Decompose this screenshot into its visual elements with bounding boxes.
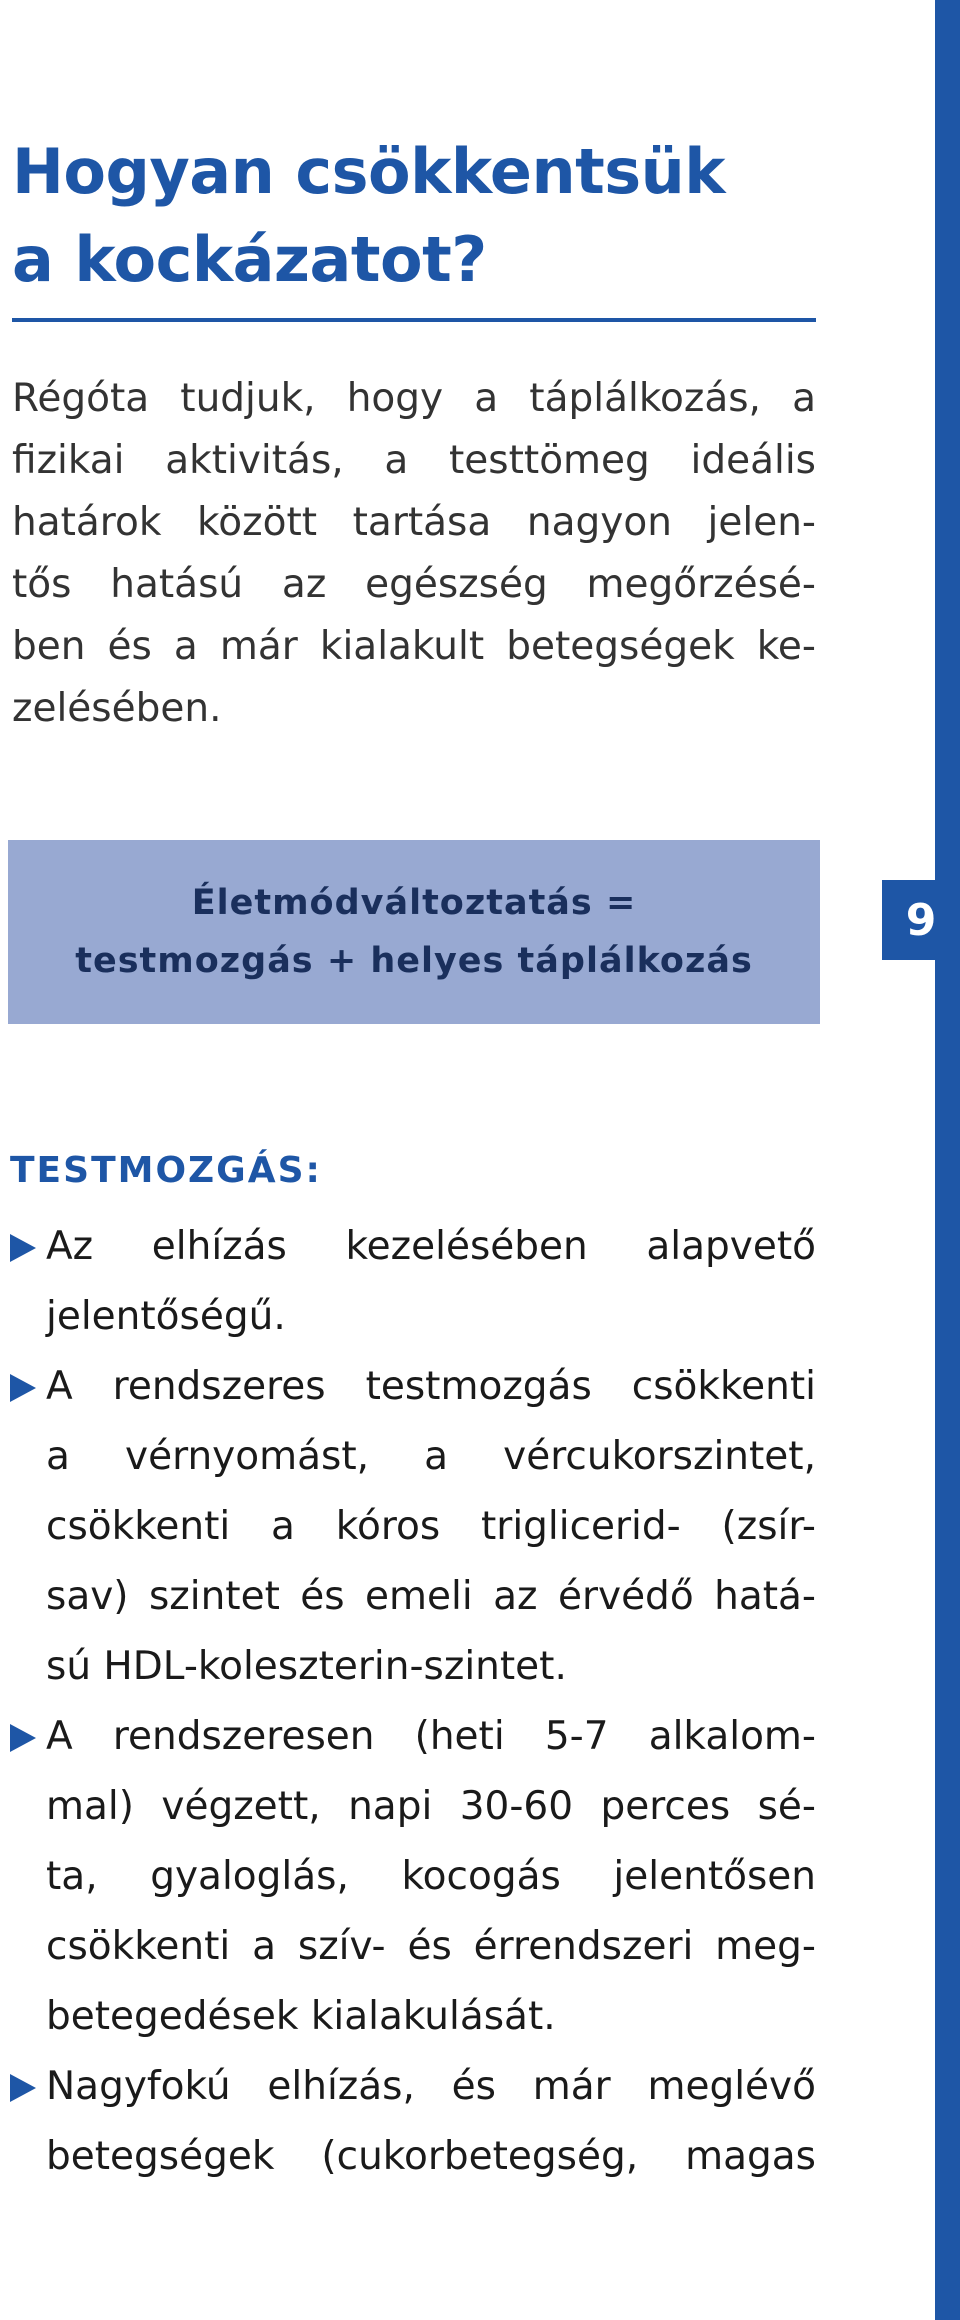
page-number-tab xyxy=(882,880,960,960)
intro-line: határok között tartása nagyon jelen- xyxy=(12,500,816,545)
callout-line: Életmódváltoztatás = xyxy=(191,883,637,923)
list-item xyxy=(10,1212,816,1352)
intro-line: Régóta tudjuk, hogy a táplálkozás, a xyxy=(12,376,816,421)
intro-line: fizikai aktivitás, a testtömeg ideális xyxy=(12,438,816,483)
list-item-line: A rendszeresen (heti 5-7 alkalom- xyxy=(46,1714,816,1759)
intro-line: tős hatású az egészség megőrzésé- xyxy=(12,562,816,607)
list-item-line: A rendszeres testmozgás csökkenti xyxy=(46,1364,816,1409)
title-divider xyxy=(12,318,816,322)
arrow-bullet-icon xyxy=(10,1724,36,1752)
list-item-line: sav) szintet és emeli az érvédő hatá- xyxy=(46,1574,816,1619)
arrow-bullet-icon xyxy=(10,2074,36,2102)
intro-line: zelésében. xyxy=(12,686,222,731)
list-item-line: csökkenti a szív- és érrendszeri meg- xyxy=(46,1924,816,1969)
sidebar-strip xyxy=(935,0,960,2320)
list-item xyxy=(10,2052,816,2192)
list-item-line: csökkenti a kóros triglicerid- (zsír- xyxy=(46,1504,816,1549)
section-heading: TESTMOZGÁS: xyxy=(10,1150,322,1191)
page-title-line: Hogyan csökkentsük xyxy=(12,135,725,208)
callout-box xyxy=(8,840,820,1024)
list-item-line: sú HDL-koleszterin-szintet. xyxy=(46,1644,567,1689)
list-item-line: jelentőségű. xyxy=(46,1294,286,1339)
arrow-bullet-icon xyxy=(10,1234,36,1262)
list-item-line: Az elhízás kezelésében alapvető xyxy=(46,1224,816,1269)
list-item xyxy=(10,1352,816,1702)
arrow-bullet-icon xyxy=(10,1374,36,1402)
list-item-line: mal) végzett, napi 30-60 perces sé- xyxy=(46,1784,816,1829)
list-item-line: Nagyfokú elhízás, és már meglévő xyxy=(46,2064,816,2109)
list-item-line: a vérnyomást, a vércukorszintet, xyxy=(46,1434,816,1479)
list-item-line: ta, gyaloglás, kocogás jelentősen xyxy=(46,1854,816,1899)
bullet-list xyxy=(10,1212,816,2192)
page-title xyxy=(12,128,822,304)
list-item-line: betegedések kialakulását. xyxy=(46,1994,556,2039)
list-item-line: betegségek (cukorbetegség, magas xyxy=(46,2134,816,2179)
intro-line: ben és a már kialakult betegségek ke- xyxy=(12,624,816,669)
page-number: 9 xyxy=(905,894,937,946)
callout-line: testmozgás + helyes táplálkozás xyxy=(75,941,753,981)
page-title-line: a kockázatot? xyxy=(12,223,487,296)
list-item xyxy=(10,1702,816,2052)
intro-paragraph xyxy=(12,368,816,740)
